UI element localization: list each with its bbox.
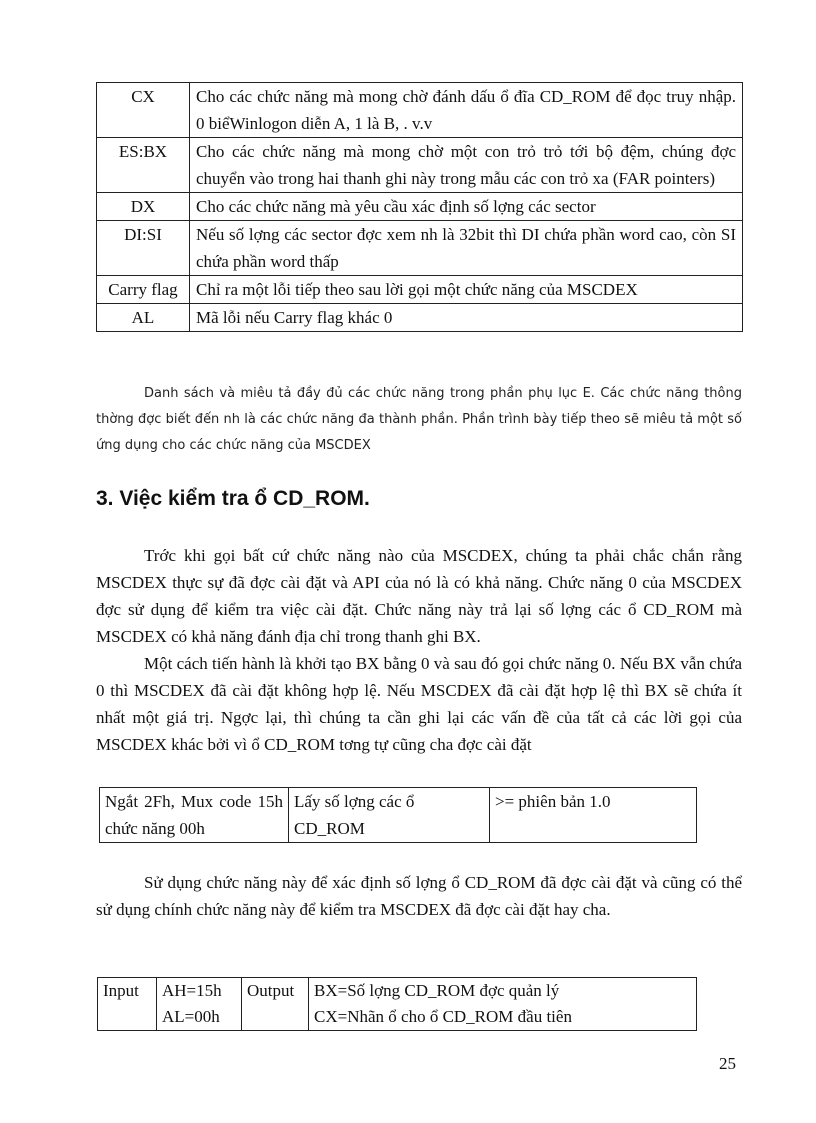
output-line: BX=Số lợng CD_ROM đợc quản lý bbox=[314, 981, 560, 1000]
interrupt-cell: Ngắt 2Fh, Mux code 15h chức năng 00h bbox=[100, 788, 289, 843]
function-cell: Lấy số lợng các ổ CD_ROM bbox=[289, 788, 490, 843]
output-label: Output bbox=[242, 978, 309, 1031]
register-name: ES:BX bbox=[97, 138, 190, 193]
section-heading: 3. Việc kiểm tra ổ CD_ROM. bbox=[96, 487, 370, 510]
register-name: Carry flag bbox=[97, 276, 190, 304]
register-description: Cho các chức năng mà yêu cầu xác định số lợng các sector bbox=[190, 193, 743, 221]
register-name: DX bbox=[97, 193, 190, 221]
table-row bbox=[97, 138, 743, 193]
input-line: AH=15h bbox=[162, 981, 222, 1000]
register-table bbox=[96, 82, 743, 332]
register-description: Mã lỗi nếu Carry flag khác 0 bbox=[190, 304, 743, 332]
table-row bbox=[100, 788, 697, 843]
table-row bbox=[98, 978, 697, 1031]
register-name: DI:SI bbox=[97, 221, 190, 276]
output-line: CX=Nhãn ổ cho ổ CD_ROM đầu tiên bbox=[314, 1007, 572, 1026]
input-line: AL=00h bbox=[162, 1007, 220, 1026]
page-number: 25 bbox=[719, 1054, 736, 1073]
input-values bbox=[157, 978, 242, 1031]
io-table bbox=[97, 977, 697, 1031]
table-row bbox=[97, 193, 743, 221]
version-cell: >= phiên bản 1.0 bbox=[490, 788, 697, 843]
usage-paragraph: Sử dụng chức năng này để xác định số lợng ổ CD_ROM đã đợc cài đặt và cũng có thể sử dụng chính chức năng này để kiểm tra MSCDEX đã đợc cài đặt hay cha. bbox=[96, 873, 742, 919]
register-description: Nếu số lợng các sector đợc xem nh là 32bit thì DI chứa phần word cao, còn SI chứa phần word thấp bbox=[190, 221, 743, 276]
intro-paragraph: Danh sách và miêu tả đầy đủ các chức năng trong phần phụ lục E. Các chức năng thông thờng đợc biết đến nh là các chức năng đa thành phần. Phần trình bày tiếp theo sẽ miêu tả một số ứng dụng cho các chức năng của MSCDEX bbox=[96, 386, 742, 453]
register-name: AL bbox=[97, 304, 190, 332]
register-description: Chỉ ra một lỗi tiếp theo sau lời gọi một chức năng của MSCDEX bbox=[190, 276, 743, 304]
table-row bbox=[97, 83, 743, 138]
table-row bbox=[97, 304, 743, 332]
table-row bbox=[97, 276, 743, 304]
table-row bbox=[97, 221, 743, 276]
body-text bbox=[96, 542, 742, 758]
input-label: Input bbox=[98, 978, 157, 1031]
body-paragraph: Trớc khi gọi bất cứ chức năng nào của MSCDEX, chúng ta phải chắc chắn rằng MSCDEX thực sự đã đợc cài đặt và API của nó là có khả năng. Chức năng 0 của MSCDEX đợc sử dụng để kiểm tra việc cài đặt. Chức năng này trả lại số lợng các ổ CD_ROM mà MSCDEX có khả năng đánh địa chỉ trong thanh ghi BX. bbox=[96, 546, 742, 646]
register-description: Cho các chức năng mà mong chờ một con trỏ trỏ tới bộ đệm, chúng đợc chuyển vào trong hai thanh ghi này trong mẫu các con trỏ xa (FAR pointers) bbox=[190, 138, 743, 193]
body-paragraph: Một cách tiến hành là khởi tạo BX bằng 0 và sau đó gọi chức năng 0. Nếu BX vẫn chứa 0 thì MSCDEX đã cài đặt không hợp lệ. Nếu MSCDEX đã cài đặt hợp lệ thì BX sẽ chứa ít nhất một giá trị. Ngợc lại, thì chúng ta cần ghi lại các vấn đề của tất cả các lời gọi của MSCDEX khác bởi vì ổ CD_ROM tơng tự cũng cha đợc cài đặt bbox=[96, 654, 742, 754]
register-name: CX bbox=[97, 83, 190, 138]
output-values bbox=[309, 978, 697, 1031]
interrupt-table bbox=[99, 787, 697, 843]
register-description: Cho các chức năng mà mong chờ đánh dấu ổ đĩa CD_ROM để đọc truy nhập. 0 biểWinlogon diễn A, 1 là B, . v.v bbox=[190, 83, 743, 138]
